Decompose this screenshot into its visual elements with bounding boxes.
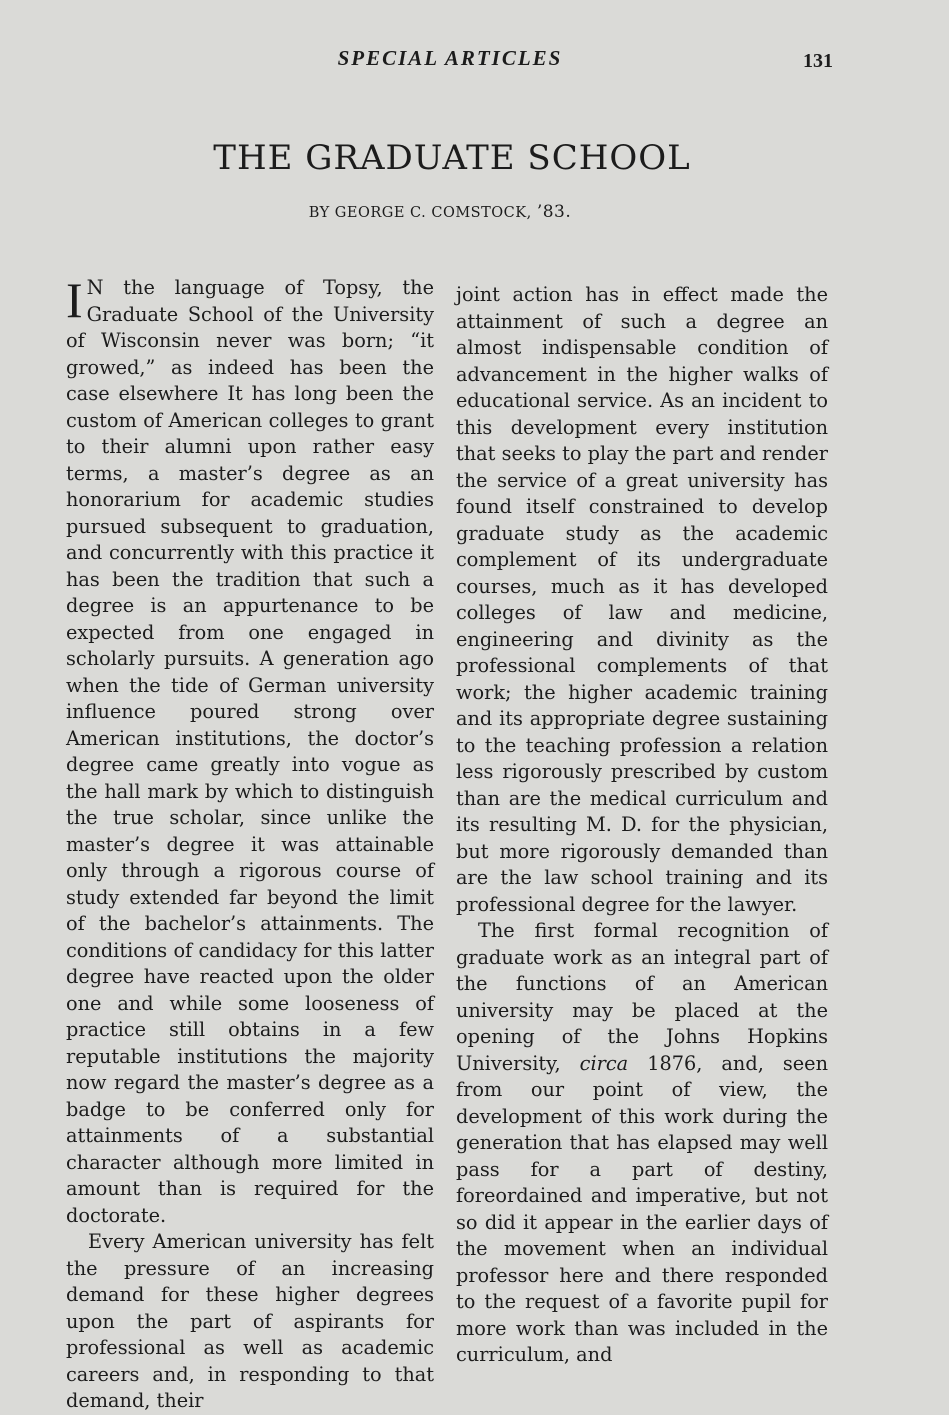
drop-cap: I [66, 272, 83, 328]
byline-author: BY GEORGE C. COMSTOCK, [308, 205, 537, 221]
running-title: SPECIAL ARTICLES [337, 46, 563, 70]
left-column [66, 272, 434, 1415]
paragraph-3 [456, 918, 828, 1369]
paragraph-3-text-a: The first formal recognition of graduate work as an integral part of the functions of an American university may be placed at the opening of the Johns Hopkins University, [456, 919, 828, 1075]
running-head [0, 46, 949, 76]
byline-year: ’83. [536, 202, 572, 222]
circa-italic: circa [579, 1051, 629, 1075]
paragraph-1 [66, 272, 434, 1229]
page-number: 131 [803, 50, 833, 72]
paragraph-2-continued: joint action has in effect made the attainment of such a degree an almost indispensable condition of advancement in the higher walks of educational service. As an incident to this development every institution that seeks to play the part and render the service of a great university has found itself constrained to develop graduate study as the academic complement of its undergraduate courses, much as it has developed colleges of law and medicine, engineering and divinity as the professional complements of that work; the higher academic training and its appropriate degree sustaining to the teaching profession a relation less rigorously prescribed by custom than are the medical curriculum and its resulting M. D. for the physician, but more rigorously demanded than are the law school training and its professional degree for the lawyer. [456, 283, 828, 916]
paragraph-1-text: N the language of Topsy, the Graduate School of the University of Wisconsin never was born; “it growed,” as indeed has been the case elsewhere It has long been the custom of American colleges to grant to their alumni upon rather easy terms, a master’s degree as an honorarium for academic studies pursued subsequent to graduation, and concurrently with this practice it has been the tradition that such a degree is an appurtenance to be expected from one engaged in scholarly pursuits. A generation ago when the tide of German university influence poured strong over American institutions, the doctor’s degree came greatly into vogue as the hall mark by which to distinguish the true scholar, since unlike the master’s degree it was attainable only through a rigorous course of study extended far beyond the limit of the bachelor’s attainments. The conditions of candidacy for this latter degree have reacted upon the older one and while some looseness of practice still obtains in a few reputable institutions the majority now regard the master’s degree as a badge to be conferred only for attainments of a substantial character although more limited in amount than is required for the doctorate. [66, 276, 434, 1227]
byline [0, 202, 880, 222]
paragraph-3-text-b: 1876, and, seen from our point of view, the development of this work during the generation that has elapsed may well pass for a part of destiny, foreordained and imperative, but not so did it appear in the earlier days of the movement when an individual professor here and there responded to the request of a favorite pupil for more work than was included in the curriculum, and [456, 1051, 828, 1366]
article-title: THE GRADUATE SCHOOL [213, 138, 691, 178]
paragraph-2: Every American university has felt the pressure of an increasing demand for these higher degrees upon the part of aspirants for professional as well as academic careers and, in responding to that demand, their [66, 1230, 434, 1412]
right-column [456, 282, 828, 1369]
